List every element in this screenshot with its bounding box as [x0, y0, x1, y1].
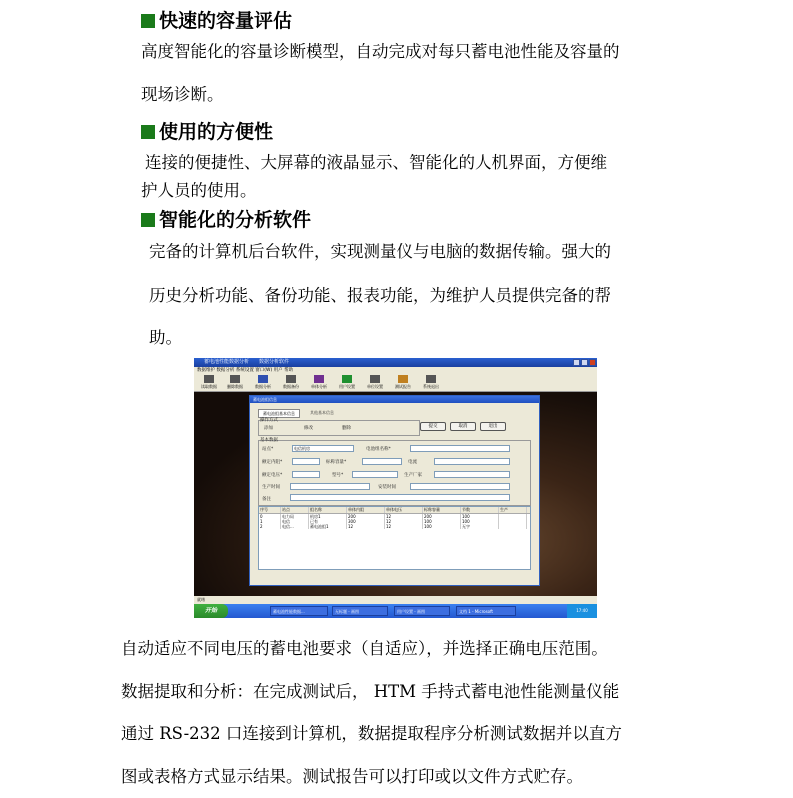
section-heading-capacity: 快速的容量评估: [141, 6, 292, 33]
toolbar-exit-button[interactable]: 系统退出: [420, 375, 442, 390]
toolbar-report-button[interactable]: 测试报告: [392, 375, 414, 390]
read-data-icon: [204, 375, 214, 383]
paragraph-line: 高度智能化的容量诊断模型，自动完成对每只蓄电池性能及容量的: [141, 42, 620, 61]
paragraph-line: 历史分析功能、备份功能、报表功能，为维护人员提供完备的帮: [149, 286, 611, 305]
mode-add-radio[interactable]: 添加: [264, 426, 273, 431]
production-date-label: 生产时间: [262, 485, 280, 490]
rated-voltage-input[interactable]: [292, 471, 320, 478]
current-label: 电流: [408, 460, 417, 465]
menu-bar[interactable]: 数据维护 数据分析 系统设置 窗口(W) 用户 帮助: [194, 367, 597, 374]
manufacturer-input[interactable]: [434, 471, 510, 478]
cancel-button[interactable]: 取消: [450, 422, 476, 431]
paragraph-line: 数据提取和分析：在完成测试后， HTM 手持式蓄电池性能测量仪能: [121, 682, 620, 701]
status-bar: 就绪: [194, 596, 597, 604]
taskbar-item[interactable]: 用户设置 - 画图: [394, 606, 450, 616]
toolbar-delete-data-button[interactable]: 删除数据: [224, 375, 246, 390]
tab-other-info[interactable]: 其他基本信息: [310, 410, 334, 415]
toolbar-cell-analysis-button[interactable]: 单体分析: [308, 375, 330, 390]
toolbar-user-settings-button[interactable]: 用户设置: [336, 375, 358, 390]
table-row[interactable]: 0 电力局 机房1 200 12 200 100: [259, 514, 530, 519]
taskbar-item[interactable]: 文档 1 - Microsoft: [456, 606, 516, 616]
tab-basic-info[interactable]: 蓄电池组基本信息: [258, 409, 300, 418]
group-name-input[interactable]: [410, 445, 510, 452]
paragraph-line: 现场诊断。: [141, 85, 224, 104]
taskbar-item[interactable]: 蓄电池性能数据...: [270, 606, 328, 616]
table-row[interactable]: 2 电信... 蓄电池组1 12 12 100 无字: [259, 524, 530, 529]
dialog-title: 蓄电池组信息: [250, 396, 539, 403]
internal-resistance-input[interactable]: [292, 458, 320, 465]
mode-group-label: 操作方式: [260, 418, 278, 423]
paragraph-line: 完备的计算机后台软件，实现测量仪与电脑的数据传输。强大的: [149, 242, 611, 261]
window-titlebar: 蓄电池性能数据分析 数据分析软件: [194, 358, 597, 367]
paragraph-line: 助。: [149, 328, 182, 347]
cell-analysis-icon: [314, 375, 324, 383]
install-date-label: 安装时间: [378, 485, 396, 490]
paragraph-line: 图或表格方式显示结果。测试报告可以打印或以文件方式贮存。: [121, 767, 583, 786]
toolbar-read-data-button[interactable]: 读取数据: [198, 375, 220, 390]
submit-button[interactable]: 提交: [420, 422, 446, 431]
battery-group-dialog: [249, 395, 540, 586]
start-button[interactable]: 开始: [194, 604, 228, 618]
mode-delete-radio[interactable]: 删除: [342, 426, 351, 431]
report-icon: [398, 375, 408, 383]
station-select[interactable]: 电信机房: [292, 445, 354, 452]
internal-resistance-label: 额定内阻*: [262, 460, 283, 465]
mode-edit-radio[interactable]: 修改: [304, 426, 313, 431]
current-input[interactable]: [434, 458, 510, 465]
taskbar-clock: 17:40: [567, 604, 597, 618]
remark-input[interactable]: [290, 494, 510, 501]
bullet-square-icon: [141, 14, 155, 28]
model-input[interactable]: [352, 471, 398, 478]
maximize-icon[interactable]: [581, 359, 588, 366]
taskbar-item[interactable]: 无标题 - 画图: [332, 606, 388, 616]
unit-settings-icon: [370, 375, 380, 383]
production-date-input[interactable]: [290, 483, 370, 490]
station-label: 站点*: [262, 447, 274, 452]
toolbar-unit-settings-button[interactable]: 单位设置: [364, 375, 386, 390]
close-icon[interactable]: [589, 359, 596, 366]
manufacturer-label: 生产厂家: [404, 473, 422, 478]
bullet-square-icon: [141, 125, 155, 139]
toolbar-analysis-button[interactable]: 数据分析: [252, 375, 274, 390]
paragraph-line: 通过 RS-232 口连接到计算机，数据提取程序分析测试数据并以直方: [121, 724, 622, 743]
mode-group: [258, 420, 420, 436]
model-label: 型号*: [332, 473, 344, 478]
delete-data-icon: [230, 375, 240, 383]
section-heading-software: 智能化的分析软件: [141, 205, 311, 232]
backup-icon: [286, 375, 296, 383]
basic-data-label: 基本数据: [260, 438, 278, 443]
battery-group-table: [258, 506, 531, 570]
toolbar-backup-button[interactable]: 数据备份: [280, 375, 302, 390]
paragraph-line: 连接的便捷性、大屏幕的液晶显示、智能化的人机界面，方便维: [145, 153, 607, 172]
exit-icon: [426, 375, 436, 383]
rated-capacity-input[interactable]: [362, 458, 402, 465]
taskbar: [194, 604, 597, 618]
section-heading-convenience: 使用的方便性: [141, 117, 273, 144]
analysis-icon: [258, 375, 268, 383]
toolbar: [194, 374, 597, 392]
install-date-input[interactable]: [410, 483, 510, 490]
rated-voltage-label: 额定电压*: [262, 473, 283, 478]
paragraph-line: 护人员的使用。: [141, 181, 257, 200]
group-name-label: 电池组名称*: [366, 447, 391, 452]
table-row[interactable]: 1 电信 已有 300 12 100 100: [259, 519, 530, 524]
software-screenshot: [194, 358, 597, 618]
arrow-up-icon: [342, 375, 352, 383]
remark-label: 备注: [262, 497, 271, 502]
table-header: 序号 站点 组名称 单体内阻 单体电压 标称容量 节数 生产: [259, 507, 530, 514]
exit-button[interactable]: 退出: [480, 422, 506, 431]
paragraph-line: 自动适应不同电压的蓄电池要求（自适应），并选择正确电压范围。: [121, 639, 608, 658]
bullet-square-icon: [141, 213, 155, 227]
rated-capacity-label: 标称容量*: [326, 460, 347, 465]
minimize-icon[interactable]: [573, 359, 580, 366]
